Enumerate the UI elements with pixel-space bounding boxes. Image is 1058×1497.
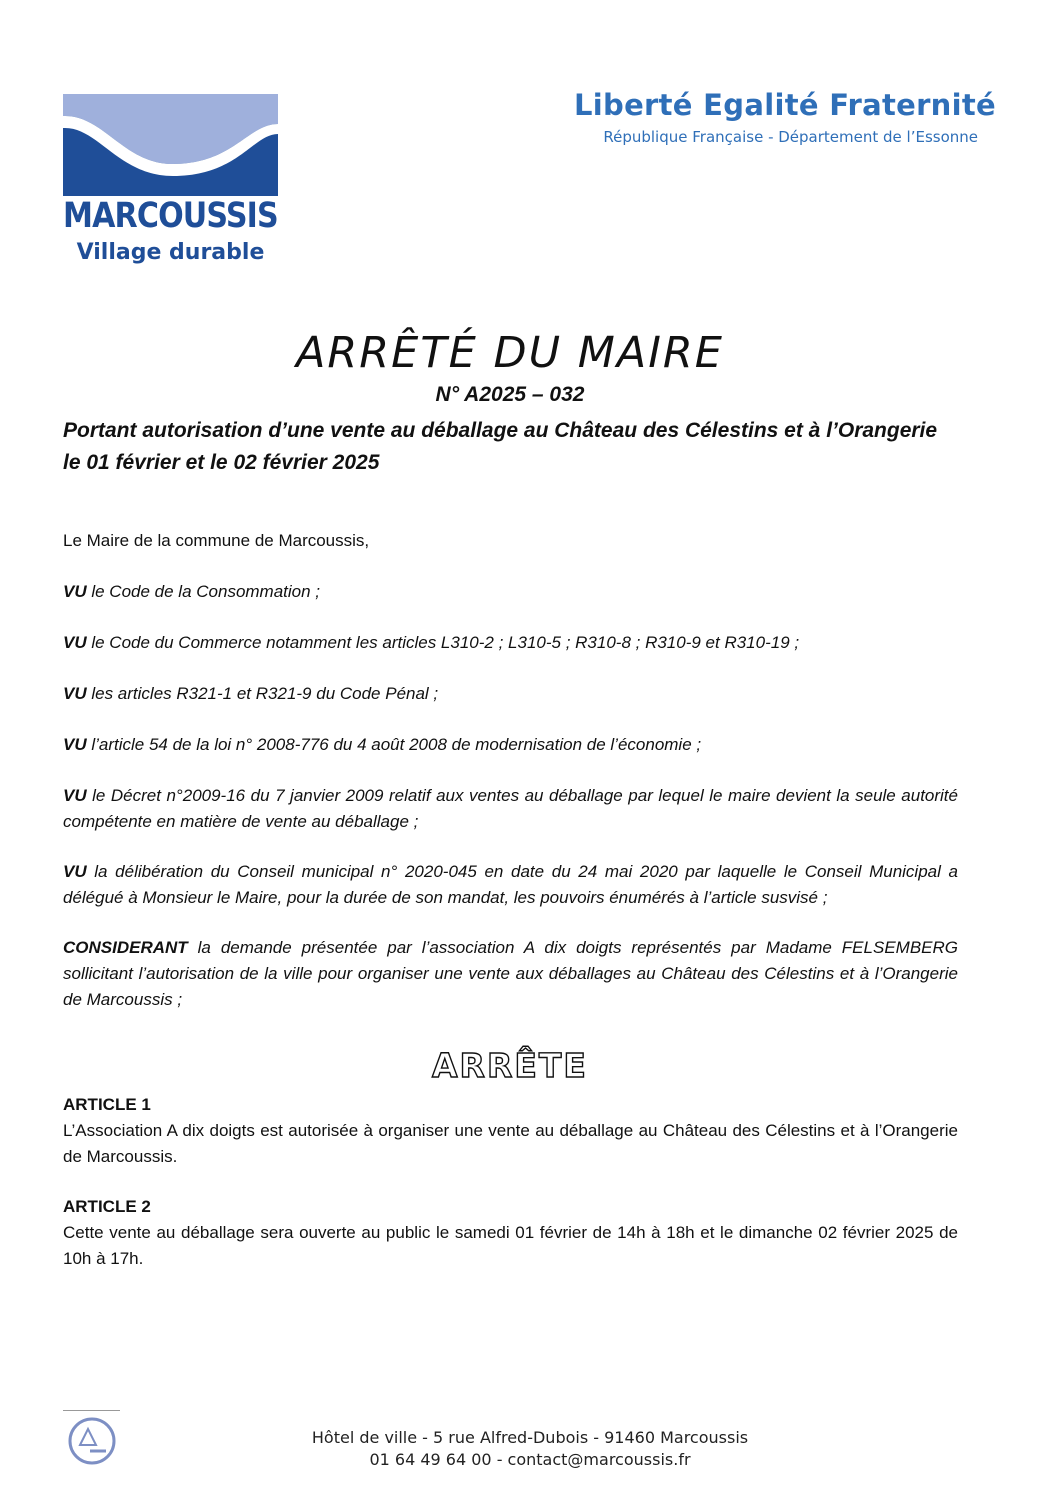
consideration-item [63,681,958,707]
consideration-lead: VU [63,786,87,805]
article-1 [63,1092,958,1170]
republic-motto-subtitle: République Française - Département de l’Essonne [603,128,978,146]
arrete-heading: ARRÊTE [432,1046,588,1085]
consideration-text: les articles R321-1 et R321-9 du Code Pénal ; [86,684,439,703]
consideration-item [63,732,958,758]
consideration-text: le Décret n°2009-16 du 7 janvier 2009 relatif aux ventes au déballage par lequel le maire devient la seule autorité compétente en matière de vente au déballage ; [63,786,958,831]
consideration-item [63,783,958,835]
republic-motto: Liberté Egalité Fraternité [574,88,996,122]
decree-subject-line-2: le 01 février et le 02 février 2025 [63,451,380,474]
article-2 [63,1194,958,1272]
consideration-item [63,630,958,656]
article-text: L’Association A dix doigts est autorisée à organiser une vente au déballage au Château des Célestins et à l’Orangerie de Marcoussis. [63,1121,958,1166]
consideration-text: l’article 54 de la loi n° 2008-776 du 4 août 2008 de modernisation de l’économie ; [86,735,702,754]
consideration-lead: VU [63,582,87,601]
consideration-item [63,859,958,911]
logo-tagline: Village durable [76,240,265,265]
document-title: ARRÊTÉ DU MAIRE [296,328,724,378]
consideration-text: la délibération du Conseil municipal n° 2020-045 en date du 24 mai 2020 par laquelle le Conseil Municipal a délégué à Monsieur le Maire, pour la durée de son mandat, les pouvoirs énumérés à l’article susvisé ; [63,862,958,907]
article-heading: ARTICLE 1 [63,1095,151,1114]
logo-wave-icon [63,94,278,196]
consideration-lead: VU [63,684,87,703]
article-heading: ARTICLE 2 [63,1197,151,1216]
marcoussis-logo [63,94,278,196]
logo-name: MARCOUSSIS [63,196,278,236]
consideration-item [63,579,958,605]
recycle-icon [66,1415,118,1467]
consideration-text: la demande présentée par l’association A dix doigts représentés par Madame FELSEMBERG sollicitant l’autorisation de la ville pour organiser une vente aux déballages au Château des Célestins et à l’Orangerie de Marcoussis ; [63,938,958,1009]
consideration-lead: VU [63,862,87,881]
consideration-text: le Code du Commerce notamment les articles L310-2 ; L310-5 ; R310-8 ; R310-9 et R310-19 ; [86,633,800,652]
decree-subject [63,415,973,479]
footer-divider [63,1410,120,1411]
consideration-lead: VU [63,735,87,754]
intro-paragraph: Le Maire de la commune de Marcoussis, [63,531,370,550]
decree-subject-line-1: Portant autorisation d’une vente au déballage au Château des Célestins et à l’Orangerie [63,419,938,442]
footer-address: Hôtel de ville - 5 rue Alfred-Dubois - 91460 Marcoussis [311,1428,749,1447]
consideration-lead: VU [63,633,87,652]
article-text: Cette vente au déballage sera ouverte au public le samedi 01 février de 14h à 18h et le dimanche 02 février 2025 de 10h à 17h. [63,1223,958,1268]
consideration-item [63,935,958,1013]
footer-contact: 01 64 49 64 00 - contact@marcoussis.fr [369,1450,691,1469]
decree-number: N° A2025 – 032 [435,383,585,406]
consideration-text: le Code de la Consommation ; [86,582,321,601]
consideration-lead: CONSIDERANT [63,938,188,957]
